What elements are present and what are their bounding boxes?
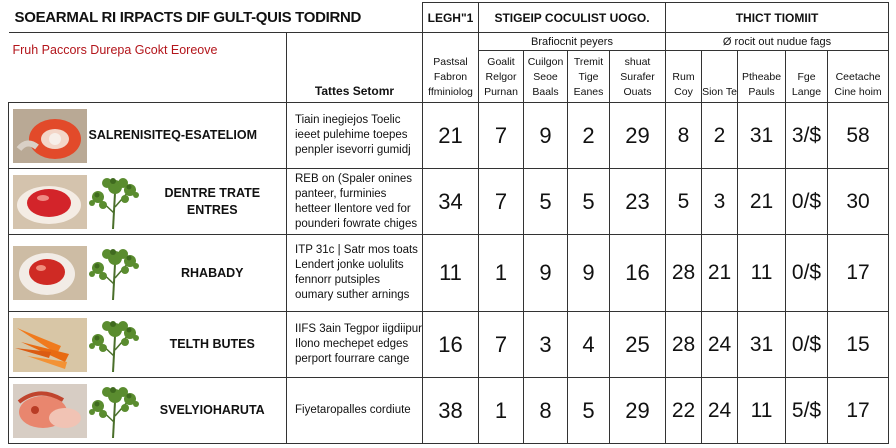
herb-icon	[89, 173, 139, 231]
value-cell: 21	[702, 235, 738, 312]
value-cell: 34	[423, 169, 479, 235]
value-cell: 7	[479, 312, 524, 378]
item-description	[287, 169, 423, 235]
herb-icon	[89, 382, 139, 440]
item-name	[139, 185, 287, 219]
group2-title: STIGEIP COCULIST UOGO.	[479, 3, 666, 33]
value-cell: 5	[666, 169, 702, 235]
value-cell: 23	[610, 169, 666, 235]
description-line: fennorr putsiples	[295, 274, 381, 286]
description-line: oumary suther arnings	[295, 289, 410, 301]
value-cell: 7	[479, 169, 524, 235]
value-cell: 9	[524, 235, 568, 312]
item-name-line: TELTH BUTES	[169, 337, 255, 351]
value-cell: 0/$	[786, 169, 828, 235]
value-cell: 17	[828, 235, 889, 312]
subtitle: Fruh Paccors Durepa Gcokt Eoreove	[9, 33, 287, 103]
herb-icon	[89, 244, 139, 302]
description-line: Lendert jonke uolulits	[295, 259, 404, 271]
description-line: hetteer Ilentore ved for	[295, 202, 411, 215]
value-cell: 5	[568, 378, 610, 444]
description-line: Fiyetaropalles cordiute	[295, 404, 411, 416]
description-line: ieeet pulehime toepes	[295, 129, 408, 141]
description-line: ITP 31c | Satr mos toats	[295, 244, 418, 256]
value-cell: 15	[828, 312, 889, 378]
item-name-cell	[87, 169, 287, 235]
value-cell: 24	[702, 378, 738, 444]
column-header: Rum Coy	[666, 51, 702, 103]
item-name	[139, 265, 287, 282]
table-row	[9, 169, 889, 235]
value-cell: 17	[828, 378, 889, 444]
table-row	[9, 312, 889, 378]
carrots-icon	[13, 318, 87, 372]
value-cell: 30	[828, 169, 889, 235]
value-cell: 5/$	[786, 378, 828, 444]
image-cell	[9, 378, 87, 444]
tomato-sauce-icon	[13, 175, 87, 229]
sauce-bowl-icon	[13, 246, 87, 300]
value-cell: 0/$	[786, 312, 828, 378]
item-description	[287, 378, 423, 444]
column-header: Ptheabe Pauls	[738, 51, 786, 103]
value-cell: 4	[568, 312, 610, 378]
description-line: pounderi fowrate chiges	[295, 217, 418, 230]
column-header: shuat Surafer Ouats	[610, 51, 666, 103]
value-cell: 31	[738, 103, 786, 169]
value-cell: 8	[524, 378, 568, 444]
impacts-table	[8, 2, 889, 444]
value-cell: 21	[738, 169, 786, 235]
value-cell: 28	[666, 235, 702, 312]
item-description	[287, 235, 423, 312]
value-cell: 29	[610, 378, 666, 444]
value-cell: 3/$	[786, 103, 828, 169]
tastes-header: Tattes Setomr	[287, 33, 423, 103]
description-line: IIFS 3ain Tegpor iigdiipur	[295, 323, 422, 335]
column-header: Tremit Tige Eanes	[568, 51, 610, 103]
value-cell: 11	[738, 235, 786, 312]
value-cell: 21	[423, 103, 479, 169]
value-cell: 16	[423, 312, 479, 378]
item-description	[287, 312, 423, 378]
image-cell	[9, 169, 87, 235]
tomato-icon	[13, 109, 87, 163]
item-name-line: ENTRES	[186, 202, 238, 217]
column-header: Cuilgon Seoe Baals	[524, 51, 568, 103]
group-a-label: Brafiocnit peyers	[479, 33, 666, 51]
value-cell: 3	[702, 169, 738, 235]
group1-title: LEGH"1	[423, 3, 479, 33]
value-cell: 11	[738, 378, 786, 444]
value-cell: 22	[666, 378, 702, 444]
value-cell: 5	[524, 169, 568, 235]
value-cell: 28	[666, 312, 702, 378]
value-cell: 3	[524, 312, 568, 378]
value-cell: 11	[423, 235, 479, 312]
column-header: Fge Lange	[786, 51, 828, 103]
group-b-label: Ø rocit out nudue fags	[666, 33, 889, 51]
image-cell	[9, 312, 87, 378]
group3-title: THICT TIOMIIT	[666, 3, 889, 33]
item-name	[139, 402, 287, 419]
description-line: REB on (Spaler onines	[295, 172, 412, 185]
table-row	[9, 103, 889, 169]
value-cell: 31	[738, 312, 786, 378]
value-cell: 58	[828, 103, 889, 169]
value-cell: 5	[568, 169, 610, 235]
item-name-cell	[87, 103, 287, 169]
item-name-cell	[87, 312, 287, 378]
description-line: penpler isevorri gumidj	[295, 144, 411, 156]
value-cell: 25	[610, 312, 666, 378]
item-description	[287, 103, 423, 169]
value-cell: 1	[479, 235, 524, 312]
column-header: Goalit Relgor Purnan	[479, 51, 524, 103]
description-line: panteer, furminies	[295, 187, 387, 200]
item-name-line: SALRENISITEQ-ESATELIOM	[88, 128, 258, 142]
item-name-cell	[87, 235, 287, 312]
seafood-icon	[13, 384, 87, 438]
image-cell	[9, 103, 87, 169]
value-cell: 2	[568, 103, 610, 169]
item-name	[87, 127, 287, 144]
table-row	[9, 235, 889, 312]
column-header: Pastsal Fabron ffminiolog	[423, 33, 479, 103]
value-cell: 8	[666, 103, 702, 169]
value-cell: 9	[524, 103, 568, 169]
value-cell: 0/$	[786, 235, 828, 312]
item-name-line: SVELYIOHARUTA	[159, 403, 265, 417]
value-cell: 1	[479, 378, 524, 444]
column-header: Sion Te	[702, 51, 738, 103]
image-cell	[9, 235, 87, 312]
item-name-line: DENTRE TRATE	[164, 185, 261, 200]
description-line: Ilono mechepet edges	[295, 338, 409, 350]
description-line: perport fourrare cange	[295, 353, 410, 365]
value-cell: 24	[702, 312, 738, 378]
table-row	[9, 378, 889, 444]
value-cell: 7	[479, 103, 524, 169]
value-cell: 29	[610, 103, 666, 169]
value-cell: 16	[610, 235, 666, 312]
item-name-cell	[87, 378, 287, 444]
description-line: Tiain inegiejos Toelic	[295, 114, 401, 126]
table-title: SOEARMAL RI IRPACTS DIF GULT-QUIS TODIRND	[9, 3, 423, 33]
item-name	[139, 336, 287, 353]
column-header: Ceetache Cine hoim	[828, 51, 889, 103]
value-cell: 38	[423, 378, 479, 444]
item-name-line: RHABADY	[181, 265, 244, 280]
value-cell: 2	[702, 103, 738, 169]
herb-icon	[89, 316, 139, 374]
value-cell: 9	[568, 235, 610, 312]
